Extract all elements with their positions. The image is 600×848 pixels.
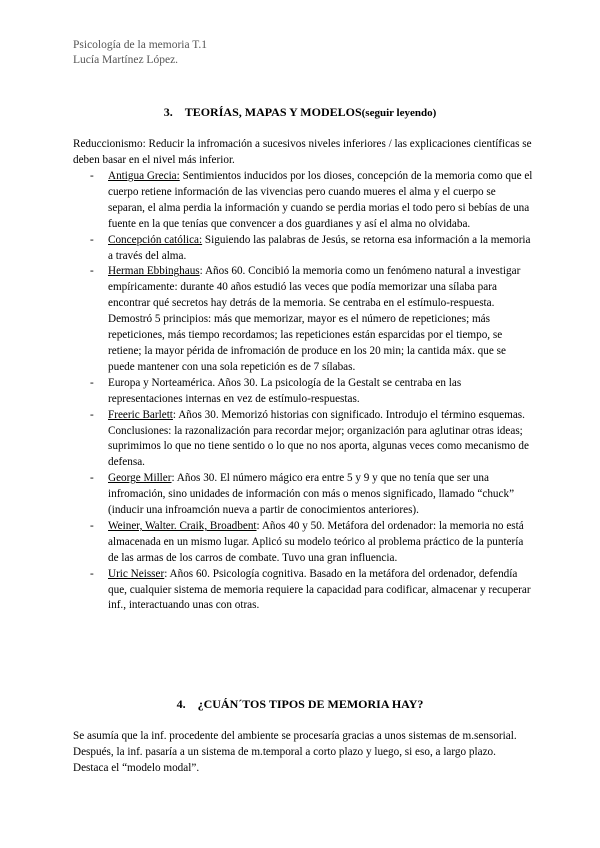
list-item — [73, 408, 533, 472]
header-course: Psicología de la memoria T.1 — [73, 39, 208, 51]
list-item — [73, 233, 533, 265]
item-author: Antigua Grecia: — [108, 170, 180, 182]
header-author: Lucía Martínez López. — [73, 54, 179, 66]
item-author: Freeric Barlett — [108, 408, 173, 421]
list-item — [73, 264, 533, 375]
list-item — [73, 567, 533, 615]
reduccionismo-paragraph: Reduccionismo: Reducir la infromación a sucesivos niveles inferiores / las explicaciones científicas se deben basar en el nivel más inferior. — [73, 138, 532, 166]
item-text: Siguiendo las palabras de Jesús, se retorna esa información a la memoria a través del alma. — [108, 233, 531, 262]
list-item — [73, 471, 533, 519]
document-header — [73, 38, 207, 68]
item-text: : Años 40 y 50. Metáfora del ordenador: la memoria no está almacenada en un mismo lugar. Aplicó su modelo teórico al problema práctico de la puntería de las armas de los carros de combate. Tuvo una gran influencia. — [108, 519, 524, 564]
section-4-number: 4. — [176, 697, 186, 711]
item-text: : Años 60. Psicología cognitiva. Basado en la metáfora del ordenador, defendía que, cualquier sistema de memoria requiere la capacidad para codificar, almacenar y recuperar inf., interactuando unas con otras. — [108, 567, 531, 612]
item-author: Uric Neisser — [108, 567, 165, 580]
section-3-title: TEORÍAS, MAPAS Y MODELOS — [184, 105, 362, 119]
section-4-heading — [0, 697, 600, 712]
item-author: George Miller — [108, 472, 172, 485]
section-3-heading — [0, 105, 600, 120]
item-text: : Años 30. El número mágico era entre 5 y 9 y que no tenía que ser una infromación, sino unidades de información con más o menos significado, llamado “chuck” (inducir una infroamción nueva a partir de conocimientos anteriores). — [108, 472, 515, 517]
section-3-subtitle: (seguir leyendo) — [361, 107, 437, 119]
item-author: Herman Ebbinghaus — [108, 265, 200, 278]
item-text: : Años 60. Concibió la memoria como un fenómeno natural a investigar empíricamente: durante 40 años estudió las veces que podía memorizar una sílaba para encontrar qué secretos hay detrás de la memoria. Se centraba en el estímulo-respuesta. — [108, 265, 521, 310]
list-item — [73, 169, 533, 233]
memory-types-paragraph: Se asumía que la inf. procedente del ambiente se procesaría gracias a unos sistemas de m.sensorial. Después, la inf. pasaría a un sistema de m.temporal a corto plazo y luego, si eso, a largo plazo. Destaca el “modelo modal”. — [73, 730, 517, 774]
item-continuation: Demostró 5 principios: más que memorizar, mayor es el número de repeticiones; más repeticiones, más tiempo recordamos; las repeticiones están esparcidas por el tiempo, se retiene; la mayor périda de infromación de produce en los 20 min; la cantida máx. que se puede mantener con una sola repetición es de 7 sílabas. — [108, 313, 506, 373]
list-item — [73, 519, 533, 567]
item-text: : Años 30. Memorizó historias con significado. Introdujo el término esquemas. Conclusiones: la razonalización para recordar mejor; organización para aglutinar otras ideas; suprimimos lo que no tiene sentido o lo que no nos aporta, algunas veces como mecanismo de defensa. — [108, 408, 529, 469]
item-text: Sentimientos inducidos por los dioses, concepción de la memoria como que el cuerpo retiene información de las vivencias pero cuando mueres el alma y el cuerpo se separan, el alma perdia la información y cuando se perdia morias el todo pero si bebías de una fuente en la que tenías que convencer a dos guardianes y así el alma no olvidaba. — [108, 170, 533, 230]
section-3-number: 3. — [163, 105, 173, 119]
list-item — [73, 376, 533, 408]
section-4-title: ¿CUÁN´TOS TIPOS DE MEMORIA HAY? — [197, 697, 424, 711]
item-author: Concepción católica: — [108, 233, 203, 246]
theories-list — [73, 169, 533, 614]
item-text: Europa y Norteamérica. Años 30. La psicología de la Gestalt se centraba en las representaciones internas en vez de estímulo-respuestas. — [108, 376, 462, 405]
item-author: Weiner, Walter. Craik, Broadbent — [108, 519, 257, 532]
